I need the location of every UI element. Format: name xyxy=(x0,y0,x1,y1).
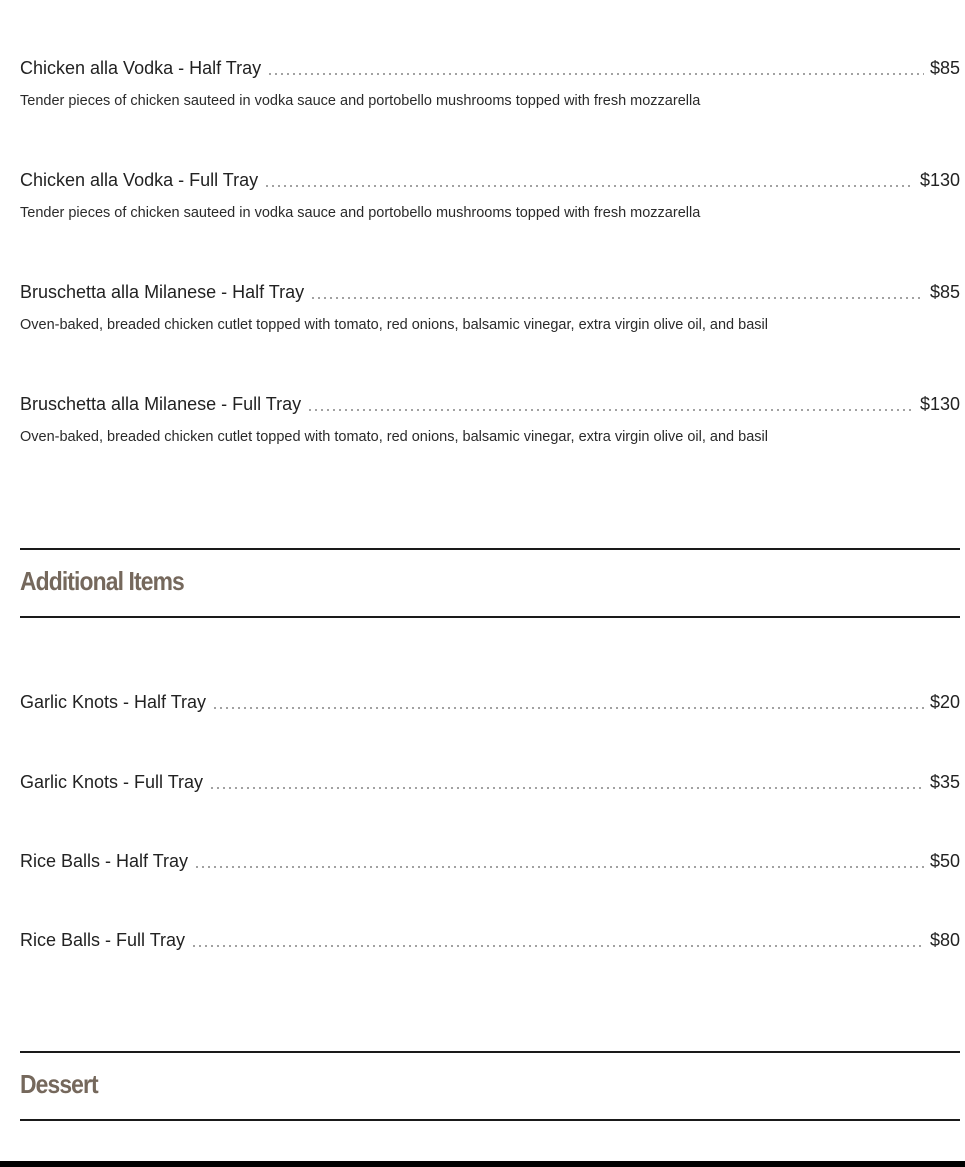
menu-item xyxy=(20,771,960,793)
footer-bar xyxy=(0,1161,965,1167)
dot-leader xyxy=(209,787,924,789)
menu-item-price: $35 xyxy=(929,772,960,792)
dot-leader xyxy=(212,707,924,709)
menu-item-price: $130 xyxy=(919,170,960,190)
menu-item xyxy=(20,393,960,446)
menu-item xyxy=(20,57,960,110)
menu-item xyxy=(20,281,960,334)
menu-item-price: $85 xyxy=(929,58,960,78)
section-title: Additional Items xyxy=(20,566,184,596)
dot-leader xyxy=(310,297,924,299)
menu-item-name: Rice Balls - Full Tray xyxy=(20,930,186,950)
menu-item-description: Oven-baked, breaded chicken cutlet topped with tomato, red onions, balsamic vinegar, extra virgin olive oil, and basil xyxy=(20,429,768,445)
menu-item-name: Garlic Knots - Half Tray xyxy=(20,692,207,712)
menu-item-price: $130 xyxy=(919,394,960,414)
menu-item-description: Tender pieces of chicken sauteed in vodka sauce and portobello mushrooms topped with fresh mozzarella xyxy=(20,205,701,221)
menu-item xyxy=(20,691,960,713)
menu-item xyxy=(20,850,960,872)
menu-item-name: Chicken alla Vodka - Half Tray xyxy=(20,58,262,78)
menu-item-price: $20 xyxy=(929,692,960,712)
dot-leader xyxy=(267,73,924,75)
dot-leader xyxy=(307,409,914,411)
menu-item-name: Chicken alla Vodka - Full Tray xyxy=(20,170,259,190)
menu-item-description: Tender pieces of chicken sauteed in vodka sauce and portobello mushrooms topped with fresh mozzarella xyxy=(20,93,701,109)
menu-item-name: Rice Balls - Half Tray xyxy=(20,851,189,871)
menu-item-name: Garlic Knots - Full Tray xyxy=(20,772,204,792)
menu-item-name: Bruschetta alla Milanese - Half Tray xyxy=(20,282,305,302)
section-header-dessert xyxy=(20,1051,960,1121)
menu-item-name: Bruschetta alla Milanese - Full Tray xyxy=(20,394,302,414)
menu-item-description: Oven-baked, breaded chicken cutlet topped with tomato, red onions, balsamic vinegar, extra virgin olive oil, and basil xyxy=(20,317,768,333)
dot-leader xyxy=(264,185,914,187)
dot-leader xyxy=(191,945,924,947)
section-title: Dessert xyxy=(20,1069,98,1099)
menu-item-price: $85 xyxy=(929,282,960,302)
section-header-additional-items xyxy=(20,548,960,618)
menu-item-price: $80 xyxy=(929,930,960,950)
menu-item-price: $50 xyxy=(929,851,960,871)
menu-item xyxy=(20,929,960,951)
dot-leader xyxy=(194,866,924,868)
menu-item xyxy=(20,169,960,222)
